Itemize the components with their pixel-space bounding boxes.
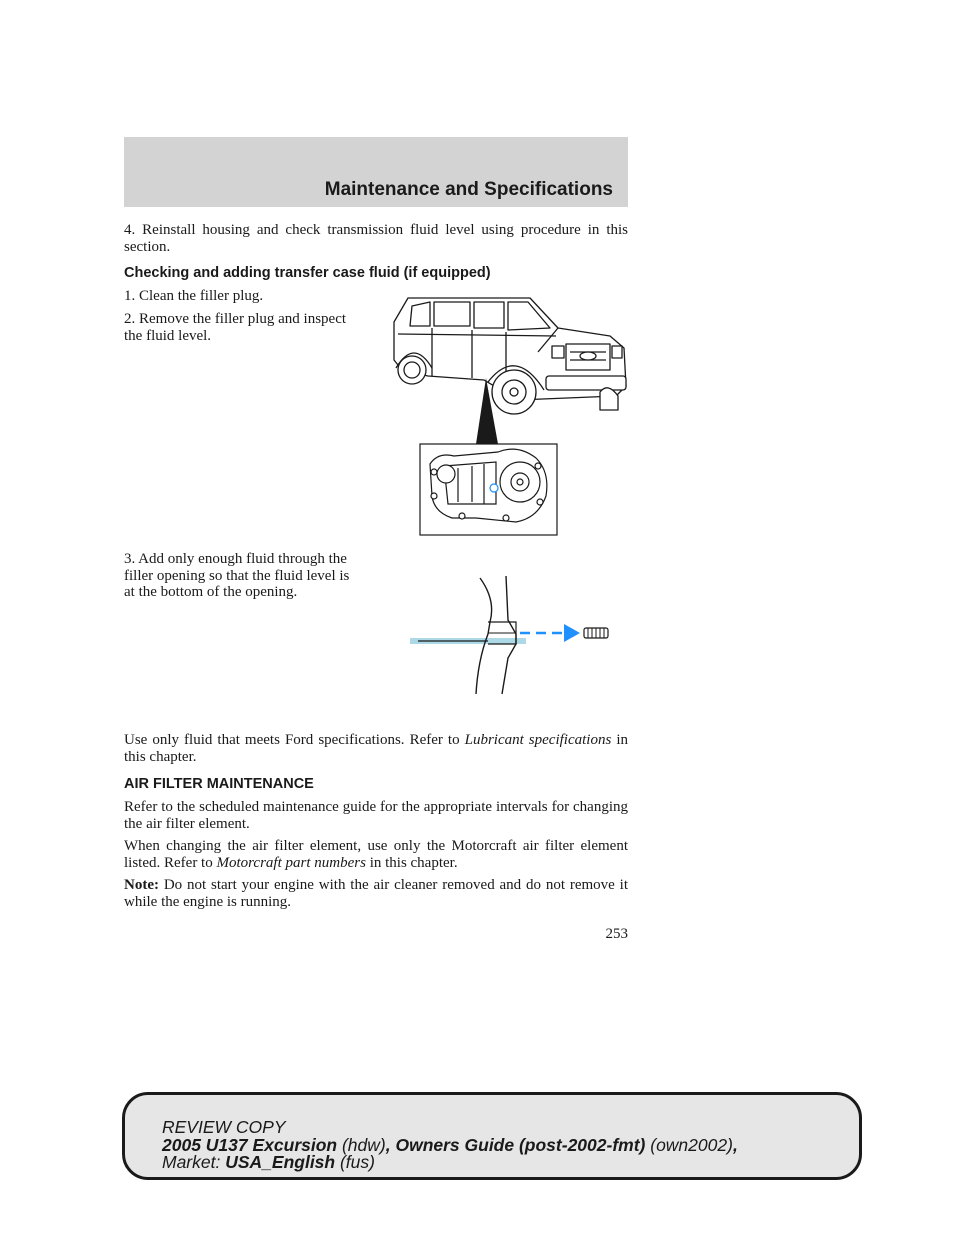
review-copy-line-2: 2005 U137 Excursion (hdw), Owners Guide (post-2002-fmt) (own2002), [162,1134,738,1155]
section-title: Maintenance and Specifications [324,179,613,200]
review-copy-label: REVIEW COPY [162,1117,286,1137]
review-copy-text [162,1119,738,1172]
step-3-text: 3. Add only enough fluid through the filler opening so that the fluid level is at the bottom of the opening. [124,551,350,600]
filler-opening-illustration [408,574,612,698]
air-filter-paragraph-2: When changing the air filter element, use only the Motorcraft air filter element listed. Refer to Motorcraft part numbers in this chapter. [124,838,628,871]
heading-transfer-case: Checking and adding transfer case fluid (if equipped) [124,265,491,281]
step-4-text: 4. Reinstall housing and check transmission fluid level using procedure in this section. [124,222,628,255]
review-copy-box [122,1092,862,1180]
page-number: 253 [605,926,628,942]
section-header-band [124,137,628,207]
truck-transfer-case-illustration [388,292,630,538]
heading-air-filter: AIR FILTER MAINTENANCE [124,776,314,792]
review-copy-line-3: Market: USA_English (fus) [162,1152,375,1172]
air-filter-note: Note: Do not start your engine with the air cleaner removed and do not remove it while the engine is running. [124,877,628,910]
air-filter-paragraph-1: Refer to the scheduled maintenance guide for the appropriate intervals for changing the air filter element. [124,799,628,832]
step-2-text: 2. Remove the filler plug and inspect the fluid level. [124,311,347,344]
fluid-note-text: Use only fluid that meets Ford specifications. Refer to Lubricant specifications in this chapter. [124,732,628,765]
step-1-text: 1. Clean the filler plug. [124,288,264,304]
